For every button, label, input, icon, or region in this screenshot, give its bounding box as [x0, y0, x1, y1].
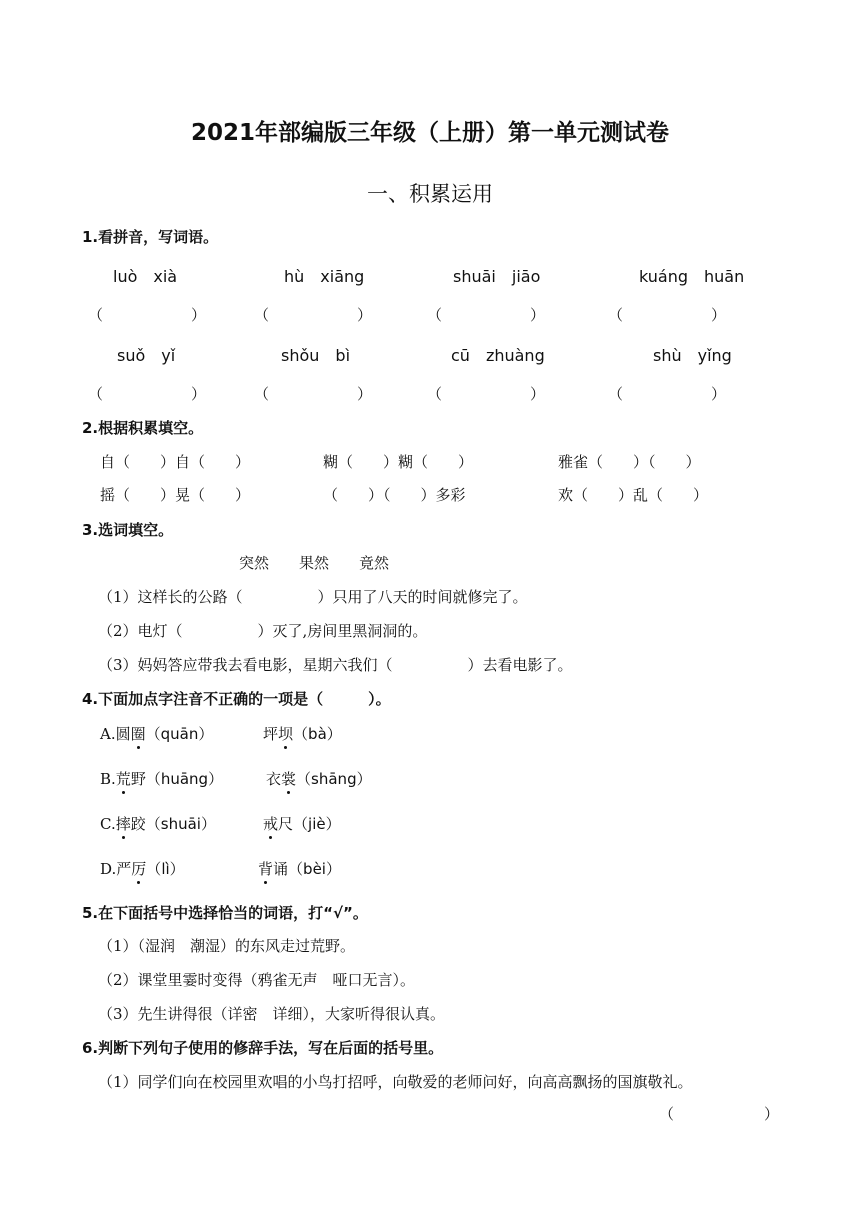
question-4-heading: 4.下面加点字注音不正确的一项是（ ）。	[82, 690, 391, 708]
answer-blank[interactable]: （ ）	[608, 385, 726, 403]
answer-blank[interactable]: （ ）	[88, 385, 206, 403]
answer-blank[interactable]: （ ）	[659, 1105, 780, 1123]
fill-item: 欢（ ）乱（ ）	[558, 486, 709, 504]
answer-blank[interactable]: （ ）	[88, 306, 206, 324]
pinyin-item: shù yǐng	[653, 346, 732, 365]
fill-item: （ ）（ ）多彩	[323, 486, 466, 504]
option-b-word-2: 衣裳（shāng）	[266, 770, 372, 788]
pinyin-item: cū zhuàng	[451, 346, 545, 365]
section-heading: 一、积累运用	[367, 182, 493, 206]
answer-blank[interactable]: （ ）	[427, 306, 545, 324]
option-c-word-2: 戒尺（jiè）	[263, 815, 341, 833]
question-5-heading: 5.在下面括号中选择恰当的词语，打“√”。	[82, 904, 368, 922]
option-d[interactable]: D.严厉（lì）	[100, 860, 185, 878]
option-c[interactable]: C.摔跤（shuāi）	[100, 815, 216, 833]
pinyin-item: suǒ yǐ	[117, 346, 176, 365]
page-title: 2021年部编版三年级（上册）第一单元测试卷	[190, 120, 669, 146]
option-d-word-2: 背诵（bèi）	[258, 860, 341, 878]
option-a[interactable]: A.圆圈（quān）	[100, 725, 214, 743]
pinyin-item: hù xiāng	[284, 267, 365, 286]
sentence-item: （3）先生讲得很（详密 详细），大家听得很认真。	[98, 1005, 446, 1023]
option-b[interactable]: B.荒野（huāng）	[100, 770, 224, 788]
pinyin-item: luò xià	[113, 267, 178, 286]
sentence-item: （1）同学们向在校园里欢唱的小鸟打招呼，向敬爱的老师问好，向高高飘扬的国旗敬礼。	[98, 1073, 693, 1091]
question-3-heading: 3.选词填空。	[82, 521, 174, 539]
pinyin-item: shǒu bì	[281, 346, 351, 365]
fill-item: 雅雀（ ）（ ）	[558, 453, 701, 471]
sentence-item: （2）课堂里霎时变得（鸦雀无声 哑口无言）。	[98, 971, 416, 989]
option-a-word-2: 坪坝（bà）	[263, 725, 342, 743]
answer-blank[interactable]: （ ）	[254, 385, 372, 403]
sentence-item: （1）（湿润 潮湿）的东风走过荒野。	[98, 937, 356, 955]
question-6-heading: 6.判断下列句子使用的修辞手法，写在后面的括号里。	[82, 1039, 444, 1057]
sentence-item: （1）这样长的公路（ ）只用了八天的时间就修完了。	[98, 588, 528, 606]
question-2-heading: 2.根据积累填空。	[82, 419, 204, 437]
question-1-heading: 1.看拼音，写词语。	[82, 228, 219, 246]
sentence-item: （2）电灯（ ）灭了,房间里黑洞洞的。	[98, 622, 428, 640]
pinyin-item: kuáng huān	[639, 267, 745, 286]
fill-item: 自（ ）自（ ）	[100, 453, 251, 471]
fill-item: 摇（ ）晃（ ）	[100, 486, 251, 504]
answer-blank[interactable]: （ ）	[608, 306, 726, 324]
word-bank: 突然 果然 竟然	[239, 554, 390, 572]
pinyin-item: shuāi jiāo	[453, 267, 541, 286]
sentence-item: （3）妈妈答应带我去看电影，星期六我们（ ）去看电影了。	[98, 656, 573, 674]
answer-blank[interactable]: （ ）	[254, 306, 372, 324]
answer-blank[interactable]: （ ）	[427, 385, 545, 403]
fill-item: 糊（ ）糊（ ）	[323, 453, 474, 471]
